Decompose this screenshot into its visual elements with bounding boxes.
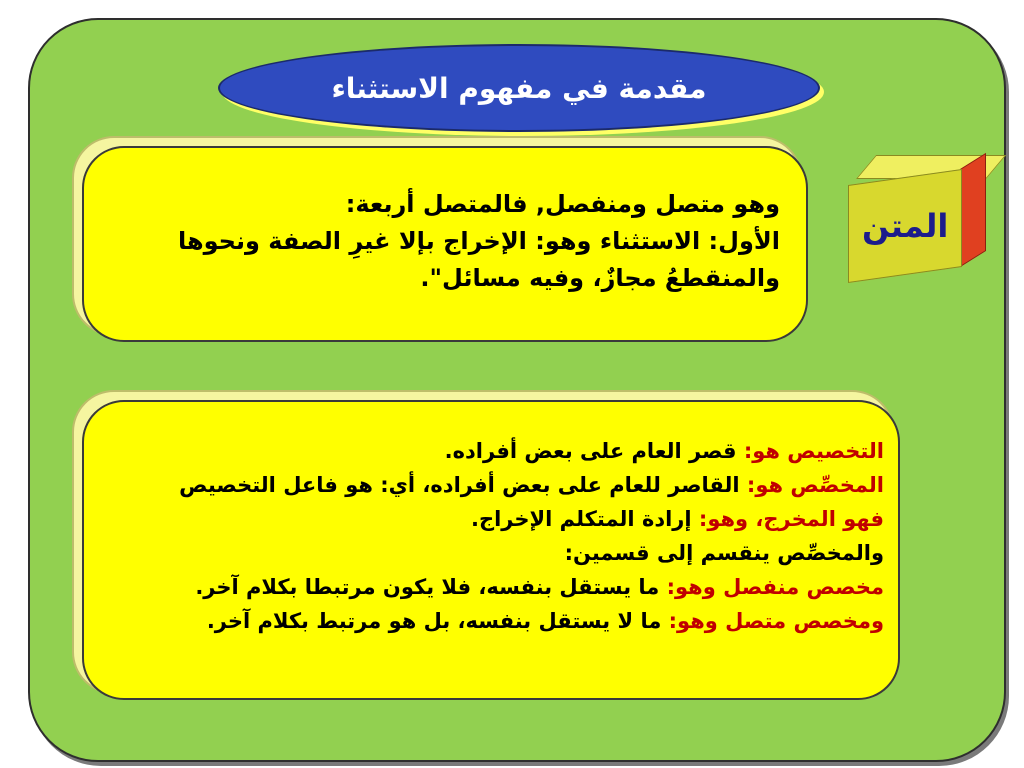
definition-muttasil: ما لا يستقل بنفسه، بل هو مرتبط بكلام آخر. bbox=[206, 609, 669, 633]
card2-line-2 bbox=[98, 468, 884, 502]
card2-line-5 bbox=[98, 570, 884, 604]
card2-line-4: والمخصِّص ينقسم إلى قسمين: bbox=[564, 541, 884, 565]
definition-takhsis: قصر العام على بعض أفراده. bbox=[444, 439, 744, 463]
term-wahuwa: وهو: bbox=[698, 507, 756, 531]
card2-line-1 bbox=[98, 434, 884, 468]
term-munfasil: مخصص منفصل وهو: bbox=[666, 575, 884, 599]
card2-line-3 bbox=[98, 502, 884, 536]
term-muttasil: ومخصص متصل وهو: bbox=[668, 609, 884, 633]
card1-line-1: وهو متصل ومنفصل, فالمتصل أربعة: bbox=[345, 190, 780, 218]
card1-line-2: الأول: الاستثناء وهو: الإخراج بإلا غيرِ الصفة ونحوها bbox=[177, 227, 780, 255]
definition-mukhrij: إرادة المتكلم الإخراج. bbox=[470, 507, 699, 531]
matn-label-block bbox=[848, 155, 988, 265]
page-title: مقدمة في مفهوم الاستثناء bbox=[331, 71, 707, 105]
term-mukhassis: المخصِّص هو: bbox=[746, 473, 884, 497]
label-block-face bbox=[848, 169, 962, 283]
term-mukhrij: فهو المخرج، bbox=[755, 507, 884, 531]
card1-line-3: والمنقطعُ مجازٌ، وفيه مسائل". bbox=[420, 264, 780, 292]
card2-line-6 bbox=[98, 604, 884, 638]
term-takhsis: التخصيص هو: bbox=[743, 439, 884, 463]
title-banner bbox=[218, 44, 820, 132]
definition-mukhassis: القاصر للعام على بعض أفراده، أي: هو فاعل التخصيص bbox=[179, 473, 747, 497]
side-label: المتن bbox=[861, 207, 949, 246]
label-block-side bbox=[960, 153, 986, 267]
text-card-2 bbox=[82, 400, 900, 700]
text-card-1 bbox=[82, 146, 808, 342]
definition-munfasil: ما يستقل بنفسه، فلا يكون مرتبطا بكلام آخر. bbox=[195, 575, 667, 599]
